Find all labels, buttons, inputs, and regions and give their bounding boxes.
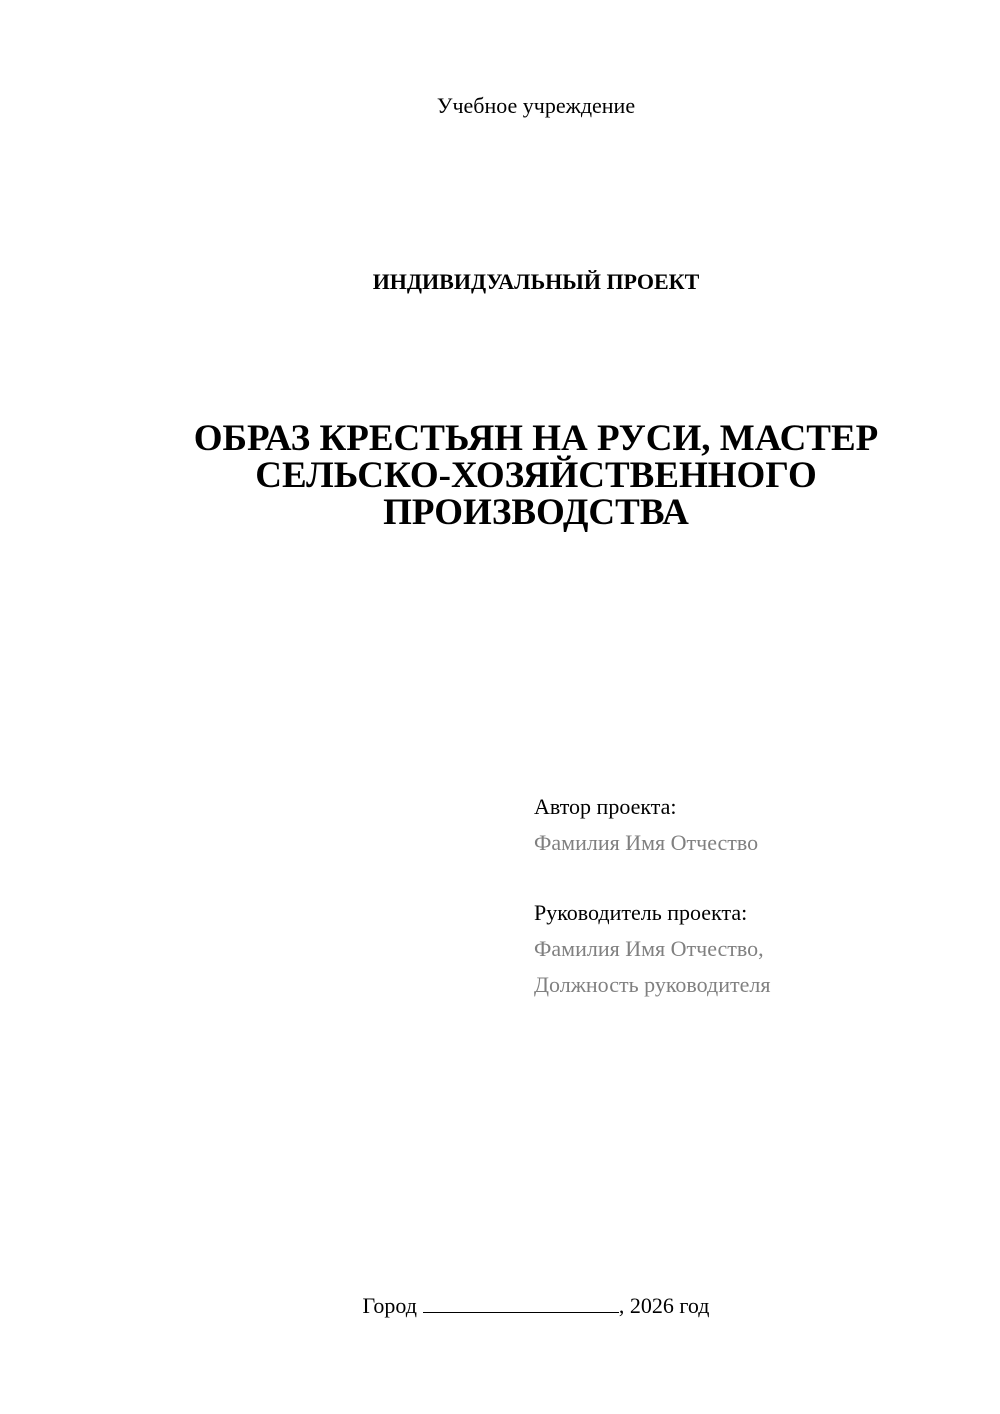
- city-year-footer: [0, 1290, 1000, 1321]
- project-title-line-1: ОБРАЗ КРЕСТЬЯН НА РУСИ, МАСТЕР: [193, 418, 879, 459]
- city-label: Город: [362, 1293, 417, 1318]
- supervisor-name: Фамилия Имя Отчество,: [534, 936, 764, 961]
- project-title-line-2: СЕЛЬСКО-ХОЗЯЙСТВЕННОГО: [255, 455, 817, 496]
- project-title: [150, 420, 922, 531]
- year-text: , 2026 год: [618, 1293, 710, 1318]
- supervisor-position: Должность руководителя: [534, 972, 771, 997]
- project-info-block: [534, 789, 974, 1003]
- city-blank-line: [423, 1290, 619, 1313]
- institution-name: Учебное учреждение: [436, 93, 636, 118]
- supervisor-label: Руководитель проекта:: [534, 900, 748, 925]
- project-type-heading: ИНДИВИДУАЛЬНЫЙ ПРОЕКТ: [372, 269, 700, 294]
- author-name: Фамилия Имя Отчество: [534, 830, 759, 855]
- project-title-line-3: ПРОИЗВОДСТВА: [383, 492, 689, 533]
- author-label: Автор проекта:: [534, 794, 677, 819]
- info-spacer: [534, 861, 974, 895]
